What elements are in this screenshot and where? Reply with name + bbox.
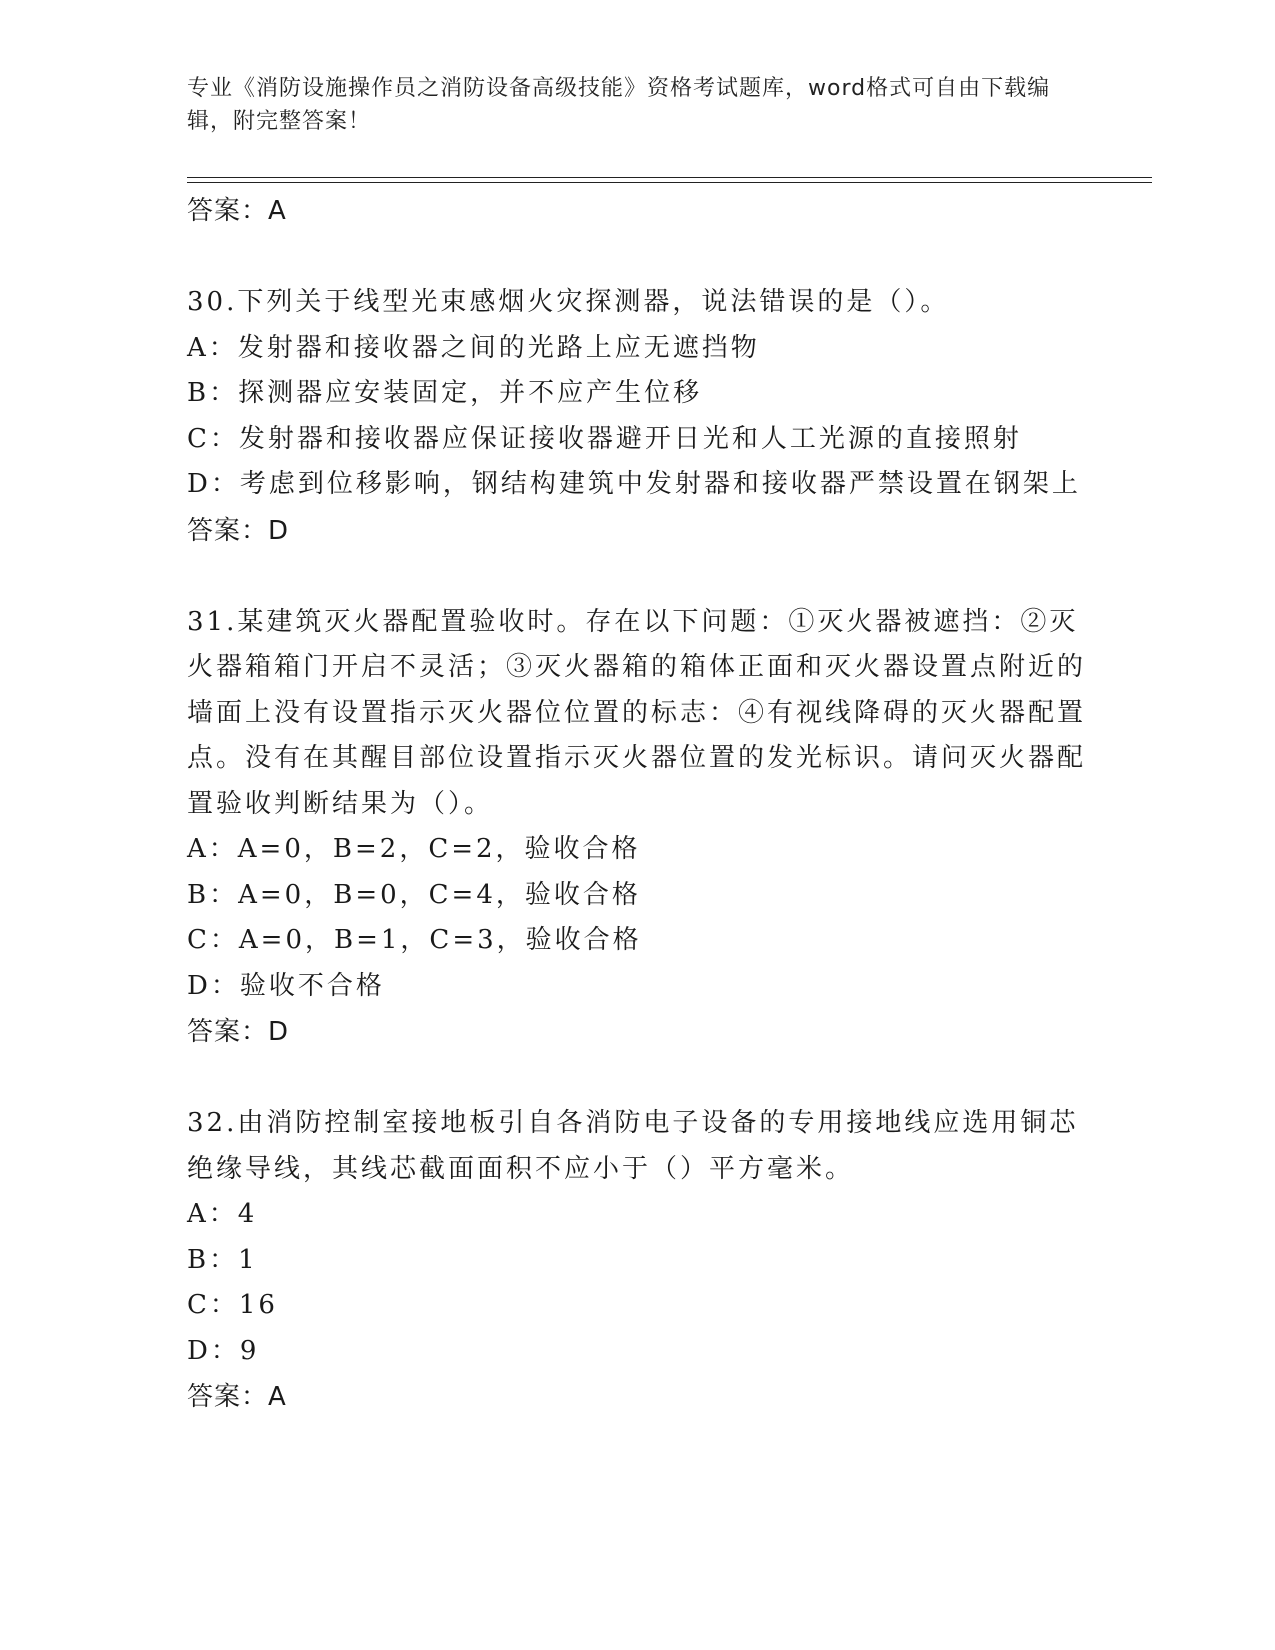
answer-line: 答案：D (187, 515, 290, 546)
option-b: B：1 (187, 1244, 258, 1275)
option-d: D：考虑到位移影响，钢结构建筑中发射器和接收器严禁设置在钢架上 (187, 469, 1081, 499)
question-text: 31.某建筑灭火器配置验收时。存在以下问题：①灭火器被遮挡：②灭火器箱箱门开启不灵活；③灭火器箱的箱体正面和灭火器设置点附近的墙面上没有设置指示灭火器位位置的标志：④有视线降碍的灭火器配置点。没有在其醒目部位设置指示灭火器位置的发光标识。请问灭火器配置验收判断结果为（）。 (187, 606, 1087, 819)
question-content (187, 188, 1087, 1420)
question-text: 30.下列关于线型光束感烟火灾探测器，说法错误的是（）。 (187, 287, 950, 317)
option-c: C：16 (187, 1290, 278, 1320)
option-a: A：A=0，B=2，C=2，验收合格 (187, 834, 641, 864)
option-a: A：发射器和接收器之间的光路上应无遮挡物 (187, 332, 760, 363)
option-d: D：验收不合格 (187, 970, 385, 1001)
header-divider (187, 177, 1152, 178)
option-b: B：探测器应安装固定，并不应产生位移 (187, 378, 703, 408)
question-32 (187, 1101, 1087, 1420)
option-c: C：A=0，B=1，C=3，验收合格 (187, 925, 642, 955)
option-a: A：4 (187, 1199, 258, 1229)
option-d: D：9 (187, 1335, 260, 1366)
answer-line: 答案：A (187, 196, 287, 226)
option-b: B：A=0，B=0，C=4，验收合格 (187, 879, 641, 910)
question-text: 32.由消防控制室接地板引自各消防电子设备的专用接地线应选用铜芯绝缘导线，其线芯截面面积不应小于（）平方毫米。 (187, 1108, 1079, 1184)
answer-line: 答案：D (187, 1017, 290, 1047)
question-30 (187, 280, 1087, 554)
question-31 (187, 600, 1087, 1056)
option-c: C：发射器和接收器应保证接收器避开日光和人工光源的直接照射 (187, 423, 1022, 454)
answer-line: 答案：A (187, 1382, 287, 1412)
header-divider-second (187, 182, 1152, 183)
page-header: 专业《消防设施操作员之消防设备高级技能》资格考试题库，word格式可自由下载编辑，附完整答案！ (187, 76, 1051, 134)
